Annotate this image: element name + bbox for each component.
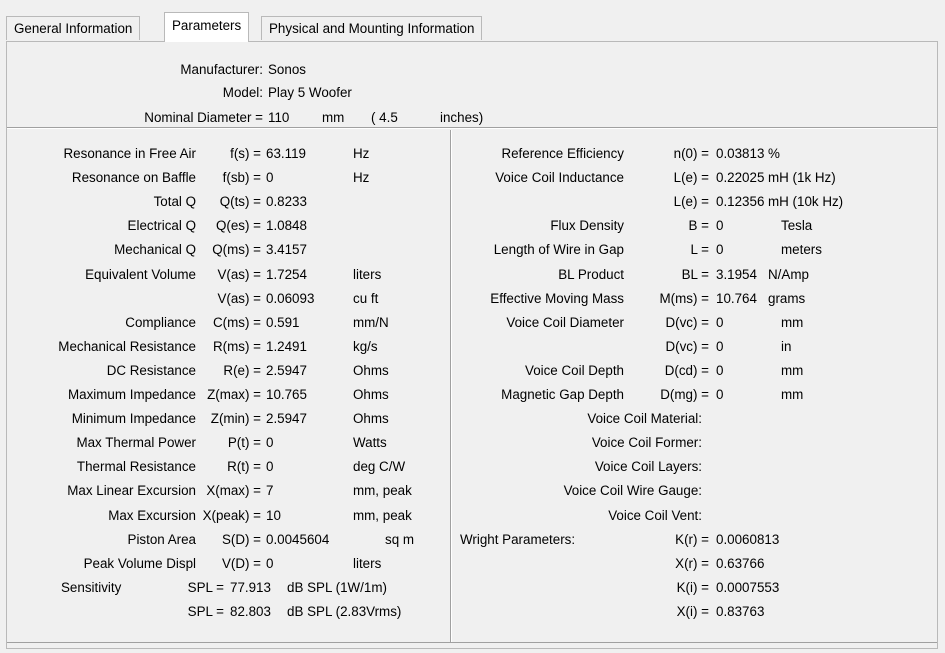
voice-coil-field: Voice Coil Vent: xyxy=(608,507,702,523)
param-value: 2.5947 xyxy=(266,362,307,378)
param-label: Max Thermal Power xyxy=(76,435,196,451)
param-symbol: R(t) = xyxy=(227,459,261,475)
param-symbol: V(as) = xyxy=(217,290,261,306)
param-label: Electrical Q xyxy=(127,218,196,234)
param-value: 0 xyxy=(716,218,724,234)
param-unit: Hz xyxy=(353,146,370,161)
param-label: Flux Density xyxy=(550,218,624,234)
voice-coil-field: Voice Coil Material: xyxy=(587,411,702,427)
param-symbol: R(ms) = xyxy=(213,338,261,354)
param-unit: mm xyxy=(781,387,804,402)
param-symbol: n(0) = xyxy=(673,146,709,161)
param-value: 1.7254 xyxy=(266,266,307,282)
param-unit: Hz xyxy=(353,170,370,186)
param-unit: % xyxy=(768,146,780,161)
param-unit: mm, peak xyxy=(353,483,412,499)
param-label: Max Excursion xyxy=(108,507,196,523)
param-value: 0.22025 xyxy=(716,170,765,186)
param-symbol: B = xyxy=(688,218,709,234)
param-label: Peak Volume Displ xyxy=(83,555,196,571)
param-label: Voice Coil Inductance xyxy=(495,170,624,186)
param-symbol: M(ms) = xyxy=(659,290,709,306)
wright-value: 0.83763 xyxy=(716,603,765,619)
param-symbol: Z(max) = xyxy=(207,387,261,402)
param-value: 0 xyxy=(716,242,724,258)
voice-coil-field: Voice Coil Former: xyxy=(591,435,702,451)
param-value: 0.8233 xyxy=(266,194,307,210)
manufacturer-value: Sonos xyxy=(268,62,306,77)
param-value: 10.764 xyxy=(716,290,757,306)
param-label: Voice Coil Diameter xyxy=(506,314,624,330)
param-value: 0 xyxy=(266,459,274,475)
param-unit: mm xyxy=(781,314,804,330)
param-symbol: V(D) = xyxy=(221,555,261,571)
model-label: Model: xyxy=(222,85,263,100)
param-label: Thermal Resistance xyxy=(76,459,196,475)
param-label: Mechanical Q xyxy=(114,242,196,258)
param-label: Reference Efficiency xyxy=(501,146,624,161)
param-value: 2.5947 xyxy=(266,411,307,427)
tab-parameters[interactable]: Parameters xyxy=(164,12,249,42)
param-label: BL Product xyxy=(558,266,624,282)
wright-symbol: K(i) = xyxy=(676,579,709,595)
param-value: 0 xyxy=(266,555,274,571)
wright-symbol: X(i) = xyxy=(676,603,709,619)
spl-value: 77.913 xyxy=(230,579,271,595)
tab-physical-and-mounting[interactable]: Physical and Mounting Information xyxy=(261,16,482,40)
param-symbol: L(e) = xyxy=(673,194,709,210)
param-unit: Tesla xyxy=(781,218,813,234)
wright-parameters-label: Wright Parameters: xyxy=(460,531,576,547)
param-label: Length of Wire in Gap xyxy=(493,242,624,258)
spl-unit: dB SPL (2.83Vrms) xyxy=(287,603,402,619)
nominal-diameter-label: Nominal Diameter = xyxy=(144,110,263,125)
params-frame-bottom xyxy=(7,642,937,643)
param-value: 0.06093 xyxy=(266,290,315,306)
param-value: 3.4157 xyxy=(266,242,307,258)
wright-value: 0.63766 xyxy=(716,555,765,571)
param-value: 10.765 xyxy=(266,387,307,402)
nominal-diameter-mm: 110 xyxy=(268,110,290,125)
param-value: 0 xyxy=(266,435,274,451)
param-label: Maximum Impedance xyxy=(67,387,196,402)
param-unit: liters xyxy=(353,555,382,571)
param-value: 63.119 xyxy=(266,146,306,161)
param-value: 3.1954 xyxy=(716,266,757,282)
param-unit: Watts xyxy=(353,435,387,451)
param-unit: liters xyxy=(353,266,382,282)
param-label: Voice Coil Depth xyxy=(525,362,624,378)
param-symbol: f(sb) = xyxy=(222,170,261,186)
wright-value: 0.0060813 xyxy=(716,531,780,547)
param-symbol: D(mg) = xyxy=(660,387,709,402)
tab-general-information[interactable]: General Information xyxy=(6,16,140,40)
param-value: 0.12356 xyxy=(716,194,765,210)
nominal-diameter-inches-unit: inches) xyxy=(440,110,484,125)
param-label: Compliance xyxy=(125,314,196,330)
param-value: 10 xyxy=(266,507,281,523)
param-label: Effective Moving Mass xyxy=(490,290,624,306)
param-unit: Ohms xyxy=(353,362,389,378)
param-symbol: C(ms) = xyxy=(213,314,261,330)
param-symbol: D(vc) = xyxy=(665,338,709,354)
param-label: Piston Area xyxy=(127,531,196,547)
tab-bar xyxy=(6,10,938,42)
param-unit: grams xyxy=(768,290,806,306)
param-unit: mm xyxy=(781,362,804,378)
param-symbol: X(peak) = xyxy=(202,507,261,523)
wright-value: 0.0007553 xyxy=(716,579,780,595)
param-label: Total Q xyxy=(153,194,196,210)
param-label: Resonance in Free Air xyxy=(63,146,196,161)
param-symbol: Q(es) = xyxy=(215,218,261,234)
param-value: 0 xyxy=(716,338,724,354)
param-label: Minimum Impedance xyxy=(71,411,196,427)
param-unit: in xyxy=(781,338,792,354)
nominal-diameter-inches: ( 4.5 xyxy=(371,110,398,125)
wright-symbol: X(r) = xyxy=(675,555,709,571)
sensitivity-label: Sensitivity xyxy=(61,579,122,595)
param-value: 0.0045604 xyxy=(266,531,330,547)
param-symbol: Z(min) = xyxy=(210,411,261,427)
param-value: 1.0848 xyxy=(266,218,307,234)
param-value: 0 xyxy=(716,314,724,330)
spl-value: 82.803 xyxy=(230,603,271,619)
param-value: 0.03813 xyxy=(716,146,765,161)
param-symbol: D(vc) = xyxy=(665,314,709,330)
param-unit: mm/N xyxy=(353,314,389,330)
voice-coil-field: Voice Coil Wire Gauge: xyxy=(563,483,702,499)
param-symbol: P(t) = xyxy=(227,435,261,451)
param-unit: mm, peak xyxy=(353,507,412,523)
param-label: Equivalent Volume xyxy=(85,266,196,282)
param-unit: Ohms xyxy=(353,387,389,402)
param-label: Resonance on Baffle xyxy=(71,170,196,186)
spl-symbol: SPL = xyxy=(187,579,224,595)
nominal-diameter-mm-unit: mm xyxy=(322,110,345,125)
wright-symbol: K(r) = xyxy=(675,531,709,547)
param-label: Mechanical Resistance xyxy=(58,338,196,354)
voice-coil-field: Voice Coil Layers: xyxy=(594,459,702,475)
manufacturer-label: Manufacturer: xyxy=(180,62,263,77)
param-symbol: Q(ms) = xyxy=(212,242,261,258)
param-unit: meters xyxy=(781,242,822,258)
param-value: 0 xyxy=(716,387,724,402)
param-value: 0 xyxy=(716,362,724,378)
param-label: Max Linear Excursion xyxy=(67,483,196,499)
spl-unit: dB SPL (1W/1m) xyxy=(287,579,387,595)
column-divider-highlight xyxy=(451,130,452,642)
param-symbol: S(D) = xyxy=(221,531,261,547)
param-symbol: L = xyxy=(690,242,709,258)
model-value: Play 5 Woofer xyxy=(268,85,352,100)
param-symbol: X(max) = xyxy=(206,483,261,499)
param-unit: sq m xyxy=(385,531,415,547)
param-value: 7 xyxy=(266,483,274,499)
param-symbol: V(as) = xyxy=(217,266,261,282)
param-unit: N/Amp xyxy=(768,266,809,282)
param-unit: mH (10k Hz) xyxy=(768,194,844,210)
param-label: Magnetic Gap Depth xyxy=(501,387,624,402)
param-value: 1.2491 xyxy=(266,338,307,354)
param-unit: mH (1k Hz) xyxy=(768,170,836,186)
spl-symbol: SPL = xyxy=(187,603,224,619)
param-value: 0.591 xyxy=(266,314,300,330)
header-divider-highlight xyxy=(7,128,937,129)
param-unit: kg/s xyxy=(353,338,378,354)
param-value: 0 xyxy=(266,170,274,186)
param-label: DC Resistance xyxy=(106,362,196,378)
param-symbol: BL = xyxy=(681,266,709,282)
param-unit: Ohms xyxy=(353,411,389,427)
param-symbol: R(e) = xyxy=(223,362,261,378)
param-symbol: L(e) = xyxy=(673,170,709,186)
param-symbol: Q(ts) = xyxy=(219,194,261,210)
param-symbol: D(cd) = xyxy=(664,362,709,378)
param-unit: deg C/W xyxy=(353,459,406,475)
param-unit: cu ft xyxy=(353,290,379,306)
param-symbol: f(s) = xyxy=(230,146,261,161)
